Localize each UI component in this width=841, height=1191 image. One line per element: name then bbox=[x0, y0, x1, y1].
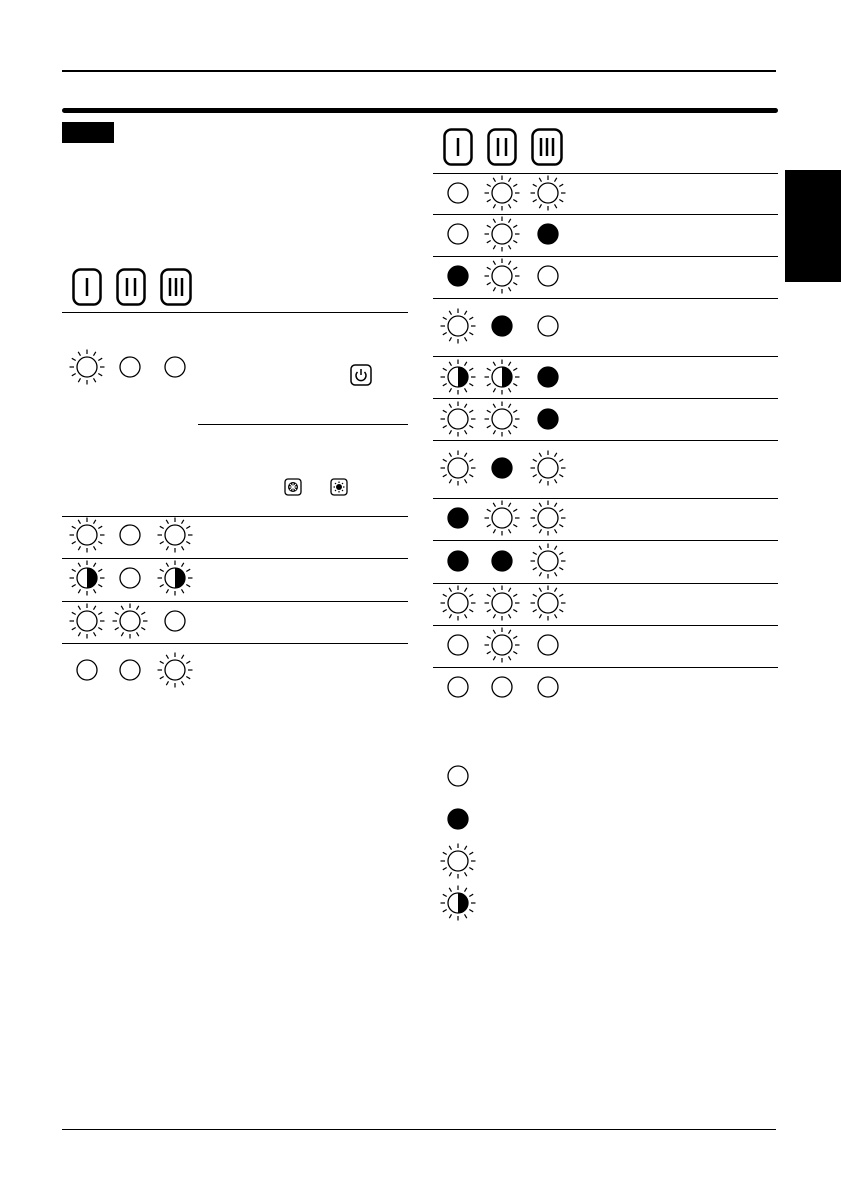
left-row4-col3-led-off bbox=[156, 602, 194, 640]
indicator-i-icon bbox=[443, 128, 473, 171]
right-table-rule bbox=[433, 356, 778, 357]
right-row8-col3-led-flashing bbox=[529, 499, 567, 537]
right-row11-col3-led-off bbox=[529, 626, 567, 664]
indicator-ii-icon bbox=[487, 128, 517, 171]
right-table-rule bbox=[433, 540, 778, 541]
right-row1-col1-led-off bbox=[439, 174, 477, 212]
legend-item2-led-on bbox=[439, 800, 477, 838]
right-row3-col2-led-flashing bbox=[483, 257, 521, 295]
right-row6-col2-led-flashing bbox=[483, 400, 521, 438]
indicator-iii-icon bbox=[531, 128, 563, 171]
left-row4-col1-led-flashing bbox=[68, 602, 106, 640]
top-rule bbox=[62, 70, 776, 72]
left-row3-col2-led-off bbox=[111, 559, 149, 597]
left-row2-col1-led-flashing bbox=[68, 516, 106, 554]
power-button-icon bbox=[350, 364, 372, 391]
right-row12-col1-led-off bbox=[439, 668, 477, 706]
right-row4-col1-led-flashing bbox=[439, 307, 477, 345]
right-row3-col1-led-on bbox=[439, 257, 477, 295]
legend-item4-led-half bbox=[439, 884, 477, 922]
right-row4-col3-led-off bbox=[529, 307, 567, 345]
left-row1-col1-led-flashing bbox=[68, 348, 106, 386]
right-row11-col1-led-off bbox=[439, 626, 477, 664]
right-row7-col1-led-flashing bbox=[439, 449, 477, 487]
left-row3-col1-led-half bbox=[68, 559, 106, 597]
section-rule bbox=[62, 108, 778, 113]
right-row5-col2-led-half bbox=[483, 358, 521, 396]
right-row10-col2-led-flashing bbox=[483, 584, 521, 622]
right-row6-col1-led-flashing bbox=[439, 400, 477, 438]
right-table-rule bbox=[433, 398, 778, 399]
right-row7-col2-led-on bbox=[483, 449, 521, 487]
language-side-tab bbox=[785, 170, 841, 282]
right-row4-col2-led-on bbox=[483, 307, 521, 345]
indicator-iii-icon bbox=[160, 268, 192, 311]
right-row9-col1-led-on bbox=[439, 542, 477, 580]
right-row2-col3-led-on bbox=[529, 215, 567, 253]
legend-item3-led-flashing bbox=[439, 842, 477, 880]
right-row10-col1-led-flashing bbox=[439, 584, 477, 622]
right-row3-col3-led-off bbox=[529, 257, 567, 295]
heat-mode-icon bbox=[330, 478, 348, 501]
legend-item1-led-off bbox=[439, 757, 477, 795]
right-row5-col3-led-on bbox=[529, 358, 567, 396]
left-row3-col3-led-half bbox=[156, 559, 194, 597]
right-row9-col3-led-flashing bbox=[529, 542, 567, 580]
right-row10-col3-led-flashing bbox=[529, 584, 567, 622]
left-table-rule bbox=[198, 424, 408, 425]
right-row7-col3-led-flashing bbox=[529, 449, 567, 487]
right-row2-col2-led-flashing bbox=[483, 215, 521, 253]
note-label-block bbox=[62, 122, 114, 143]
right-row12-col2-led-off bbox=[483, 668, 521, 706]
left-row1-col3-led-off bbox=[156, 348, 194, 386]
left-row4-col2-led-flashing bbox=[111, 602, 149, 640]
left-row5-col2-led-off bbox=[111, 651, 149, 689]
right-row9-col2-led-on bbox=[483, 542, 521, 580]
indicator-i-icon bbox=[72, 268, 102, 311]
right-row6-col3-led-on bbox=[529, 400, 567, 438]
cool-mode-icon bbox=[284, 478, 302, 501]
left-table-rule bbox=[62, 312, 408, 313]
right-row5-col1-led-half bbox=[439, 358, 477, 396]
right-row8-col2-led-flashing bbox=[483, 499, 521, 537]
indicator-ii-icon bbox=[116, 268, 146, 311]
left-row2-col3-led-flashing bbox=[156, 516, 194, 554]
right-table-rule bbox=[433, 440, 778, 441]
right-table-rule bbox=[433, 298, 778, 299]
left-row5-col3-led-flashing bbox=[156, 651, 194, 689]
left-row1-col2-led-off bbox=[111, 348, 149, 386]
right-row1-col2-led-flashing bbox=[483, 174, 521, 212]
bottom-rule bbox=[62, 1129, 776, 1130]
left-row2-col2-led-off bbox=[111, 516, 149, 554]
right-row8-col1-led-on bbox=[439, 499, 477, 537]
left-table-rule bbox=[62, 643, 408, 644]
right-row11-col2-led-flashing bbox=[483, 626, 521, 664]
right-row12-col3-led-off bbox=[529, 668, 567, 706]
left-row5-col1-led-off bbox=[68, 651, 106, 689]
right-row1-col3-led-flashing bbox=[529, 174, 567, 212]
right-row2-col1-led-off bbox=[439, 215, 477, 253]
